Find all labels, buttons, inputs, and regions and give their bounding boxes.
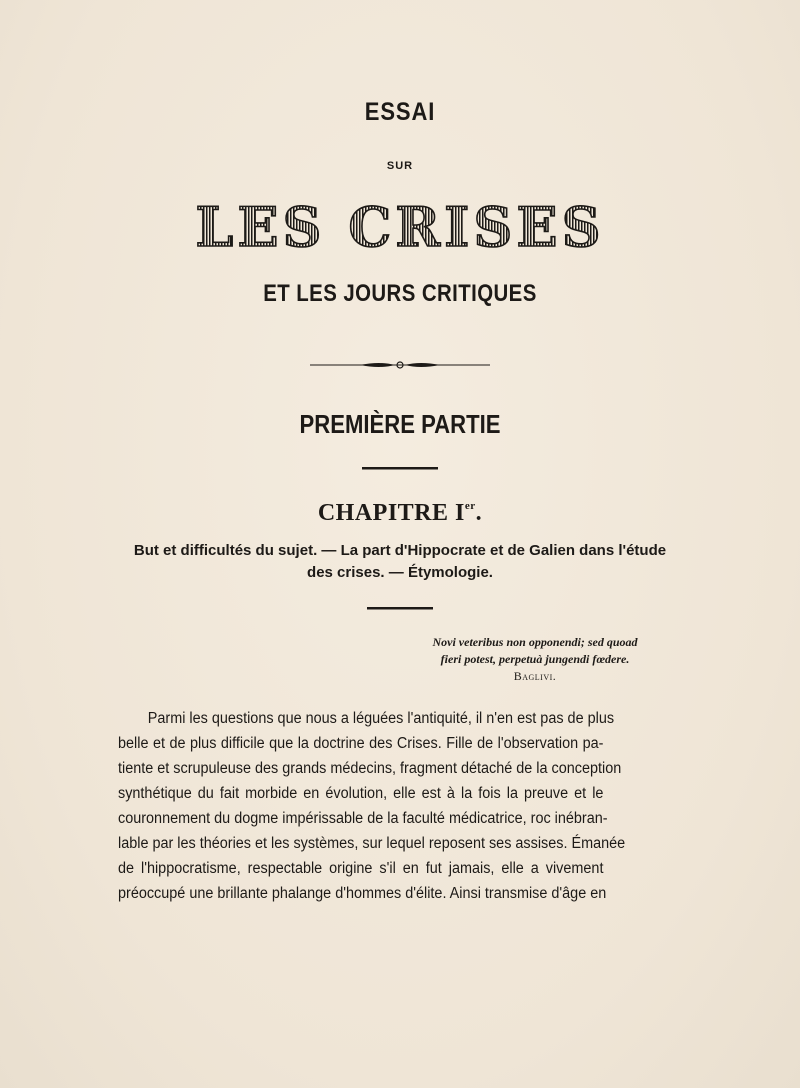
part-heading: PREMIÈRE PARTIE bbox=[299, 409, 501, 439]
body-line: tiente et scrupuleuse des grands médecins, fragment détaché de la conception bbox=[118, 760, 622, 777]
body-line: lable par les théories et les systèmes, sur lequel reposent ses assises. Émanée bbox=[118, 835, 626, 852]
body-line: synthétique du fait morbide en évolution, elle est à la fois la preuve et le bbox=[118, 785, 604, 802]
ornamental-rule bbox=[0, 360, 800, 370]
chapter-heading bbox=[0, 500, 800, 527]
chapter-summary-line-2: des crises. — Étymologie. bbox=[307, 564, 493, 581]
body-line: préoccupé une brillante phalange d'hommes d'élite. Ainsi transmise d'âge en bbox=[118, 885, 607, 902]
title-main-ornament bbox=[170, 196, 630, 256]
chapter-label: CHAPITRE I bbox=[317, 500, 465, 526]
title-subtitle: ET LES JOURS CRITIQUES bbox=[263, 280, 537, 307]
title-main-decorative bbox=[0, 196, 800, 256]
body-line: de l'hippocratisme, respectable origine s'il en fut jamais, elle a vivement bbox=[118, 860, 604, 877]
chapter-summary bbox=[0, 540, 800, 584]
title-sur: SUR bbox=[386, 160, 414, 172]
epigraph bbox=[405, 634, 665, 685]
epigraph-line-1: Novi veteribus non opponendi; sed quoad bbox=[432, 635, 638, 649]
body-line: Parmi les questions que nous a léguées l'antiquité, il n'en est pas de plus bbox=[147, 710, 615, 727]
divider-short-1 bbox=[0, 467, 800, 471]
epigraph-line-2: fieri potest, perpetuà jungendi fœdere. bbox=[440, 652, 630, 666]
chapter-period: . bbox=[475, 500, 483, 526]
body-paragraph bbox=[118, 706, 626, 906]
body-line: belle et de plus difficile que la doctrine des Crises. Fille de l'observation pa- bbox=[118, 735, 604, 752]
chapter-ordinal: er bbox=[464, 500, 476, 512]
title-main-text: LES CRISES bbox=[195, 196, 605, 256]
body-line: couronnement du dogme impérissable de la faculté médicatrice, roc inébran- bbox=[118, 810, 608, 827]
chapter-summary-line-1: But et difficultés du sujet. — La part d'Hippocrate et de Galien dans l'étude bbox=[133, 542, 667, 559]
epigraph-author: Baglivi. bbox=[513, 669, 557, 683]
divider-short-2 bbox=[0, 607, 800, 611]
title-essai: ESSAI bbox=[364, 98, 436, 126]
